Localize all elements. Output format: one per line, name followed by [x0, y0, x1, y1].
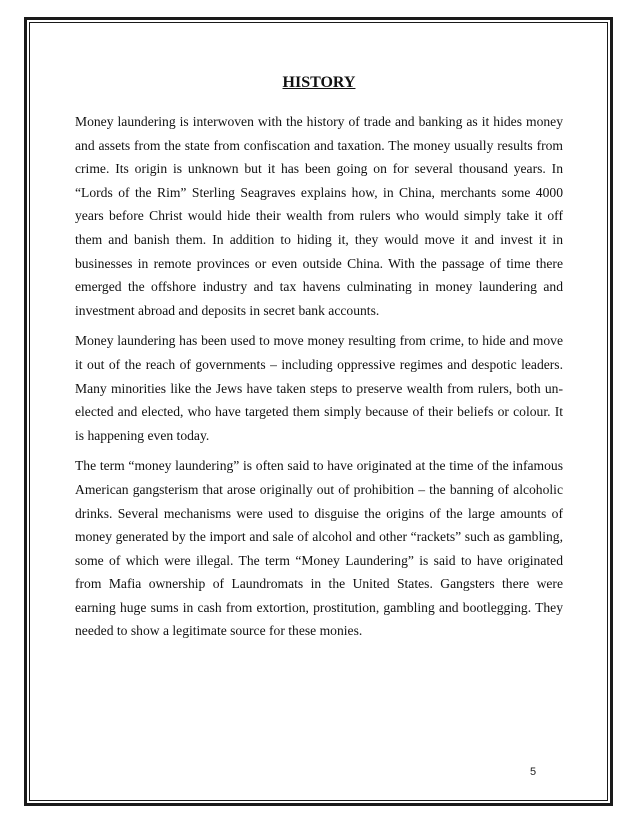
paragraph-origins: Money laundering is interwoven with the history of trade and banking as it hides money and assets from the state from confiscation and taxation. The money usually results from crime. Its origin is unknown but it has been going on for several thousand years. In “Lords of the Rim” Sterling Seagraves explains how, in China, merchants some 4000 years before Christ would hide their wealth from rulers who would simply take it off them and banish them. In addition to hiding it, they would move it and invest it in businesses in remote provinces or even outside China. With the passage of time there emerged the offshore industry and tax havens culminating in money laundering and investment abroad and deposits in secret bank accounts.: [75, 114, 563, 318]
paragraph-uses: Money laundering has been used to move money resulting from crime, to hide and move it out of the reach of governments – including oppressive regimes and despotic leaders. Many minorities like the Jews have taken steps to preserve wealth from rulers, both un-elected and elected, who have targeted them simply because of their beliefs or colour. It is happening even today.: [75, 333, 563, 443]
page-content: [75, 73, 563, 650]
paragraph-term-origin: The term “money laundering” is often said to have originated at the time of the infamous American gangsterism that arose originally out of prohibition – the banning of alcoholic drinks. Several mechanisms were used to disguise the origins of the large amounts of money generated by the import and sale of alcohol and other “rackets” such as gambling, some of which were illegal. The term “Money Laundering” is said to have originated from Mafia ownership of Laundromats in the United States. Gangsters there were earning huge sums in cash from extortion, prostitution, gambling and bootlegging. They needed to show a legitimate source for these monies.: [75, 458, 563, 639]
page-title: HISTORY: [282, 74, 356, 91]
page-number: 5: [530, 766, 537, 778]
